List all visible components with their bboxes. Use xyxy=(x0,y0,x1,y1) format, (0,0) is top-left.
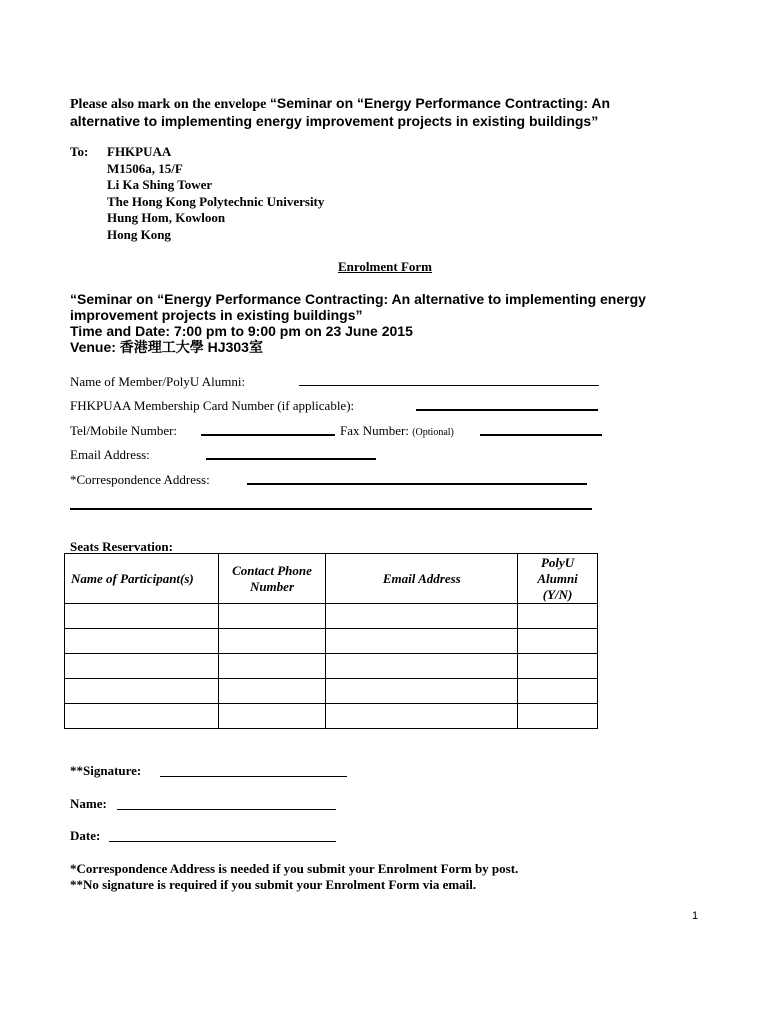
email-cell[interactable] xyxy=(326,629,518,654)
page-number: 1 xyxy=(692,910,699,922)
correspondence-field-line1[interactable] xyxy=(247,471,587,485)
alumni-cell[interactable] xyxy=(518,604,598,629)
header-email: Email Address xyxy=(326,554,518,604)
email-cell[interactable] xyxy=(326,654,518,679)
phone-cell[interactable] xyxy=(218,679,326,704)
signature-field[interactable] xyxy=(160,763,347,777)
address-line: Li Ka Shing Tower xyxy=(107,177,213,192)
address-line: Hong Kong xyxy=(107,226,171,242)
correspondence-label: *Correspondence Address: xyxy=(70,472,210,487)
email-cell[interactable] xyxy=(326,704,518,729)
address-line: Hung Hom, Kowloon xyxy=(107,210,226,225)
member-name-label: Name of Member/PolyU Alumni: xyxy=(70,374,246,389)
address-block xyxy=(107,144,324,243)
participant-cell[interactable] xyxy=(65,629,219,654)
date-label: Date: xyxy=(70,828,101,843)
phone-cell[interactable] xyxy=(218,654,326,679)
date-field[interactable] xyxy=(109,828,336,842)
seminar-title-line2: improvement projects in existing buildings” xyxy=(70,307,363,323)
seats-header-row xyxy=(65,554,598,604)
table-row xyxy=(65,654,598,679)
seminar-title-line1: “Seminar on “Energy Performance Contracting: An alternative to implementing energy xyxy=(70,291,646,307)
address-line: FHKPUAA xyxy=(107,144,172,159)
notes xyxy=(70,861,518,893)
participant-cell[interactable] xyxy=(65,704,219,729)
address-line: M1506a, 15/F xyxy=(107,160,183,176)
name-label: Name: xyxy=(70,796,107,811)
note-correspondence: *Correspondence Address is needed if you submit your Enrolment Form by post. xyxy=(70,861,519,876)
card-number-label: FHKPUAA Membership Card Number (if applicable): xyxy=(70,398,355,413)
fax-label-group xyxy=(340,423,454,441)
participant-cell[interactable] xyxy=(65,604,219,629)
address-line: The Hong Kong Polytechnic University xyxy=(107,193,325,209)
alumni-cell[interactable] xyxy=(518,629,598,654)
table-row xyxy=(65,679,598,704)
card-number-field[interactable] xyxy=(416,397,598,411)
table-row xyxy=(65,604,598,629)
table-row xyxy=(65,629,598,654)
participant-cell[interactable] xyxy=(65,679,219,704)
envelope-quote-line1: “Seminar on “Energy Performance Contracting: An xyxy=(269,95,611,111)
envelope-lead: Please also mark on the envelope xyxy=(70,97,270,112)
seats-title: Seats Reservation: xyxy=(70,539,173,554)
participant-cell[interactable] xyxy=(65,654,219,679)
alumni-cell[interactable] xyxy=(518,704,598,729)
email-cell[interactable] xyxy=(326,679,518,704)
seminar-time-date: Time and Date: 7:00 pm to 9:00 pm on 23 June 2015 xyxy=(70,323,413,339)
header-participant: Name of Participant(s) xyxy=(65,554,219,604)
fax-optional: (Optional) xyxy=(412,427,454,438)
to-label: To: xyxy=(70,144,89,159)
tel-field[interactable] xyxy=(201,422,335,436)
envelope-instruction xyxy=(70,95,710,131)
tel-label: Tel/Mobile Number: xyxy=(70,423,178,438)
seminar-details xyxy=(70,291,730,355)
venue-label: Venue: xyxy=(70,339,120,355)
alumni-cell[interactable] xyxy=(518,654,598,679)
form-title: Enrolment Form xyxy=(338,259,432,274)
name-field[interactable] xyxy=(117,796,336,810)
member-name-field[interactable] xyxy=(299,372,599,386)
seats-table xyxy=(64,553,598,729)
note-signature: **No signature is required if you submit your Enrolment Form via email. xyxy=(70,877,477,892)
email-label: Email Address: xyxy=(70,447,150,462)
correspondence-field-line2[interactable] xyxy=(70,496,592,510)
signature-label: **Signature: xyxy=(70,763,142,778)
header-alumni: PolyU Alumni (Y/N) xyxy=(518,554,598,604)
phone-cell[interactable] xyxy=(218,604,326,629)
header-phone: Contact Phone Number xyxy=(218,554,326,604)
email-field[interactable] xyxy=(206,446,376,460)
fax-label: Fax Number: xyxy=(340,423,409,438)
phone-cell[interactable] xyxy=(218,704,326,729)
venue-value: 香港理工大學 HJ303室 xyxy=(119,339,263,355)
alumni-cell[interactable] xyxy=(518,679,598,704)
phone-cell[interactable] xyxy=(218,629,326,654)
seminar-venue xyxy=(70,339,730,355)
email-cell[interactable] xyxy=(326,604,518,629)
fax-field[interactable] xyxy=(480,422,602,436)
table-row xyxy=(65,704,598,729)
envelope-quote-line2: alternative to implementing energy improvement projects in existing buildings” xyxy=(70,113,599,129)
